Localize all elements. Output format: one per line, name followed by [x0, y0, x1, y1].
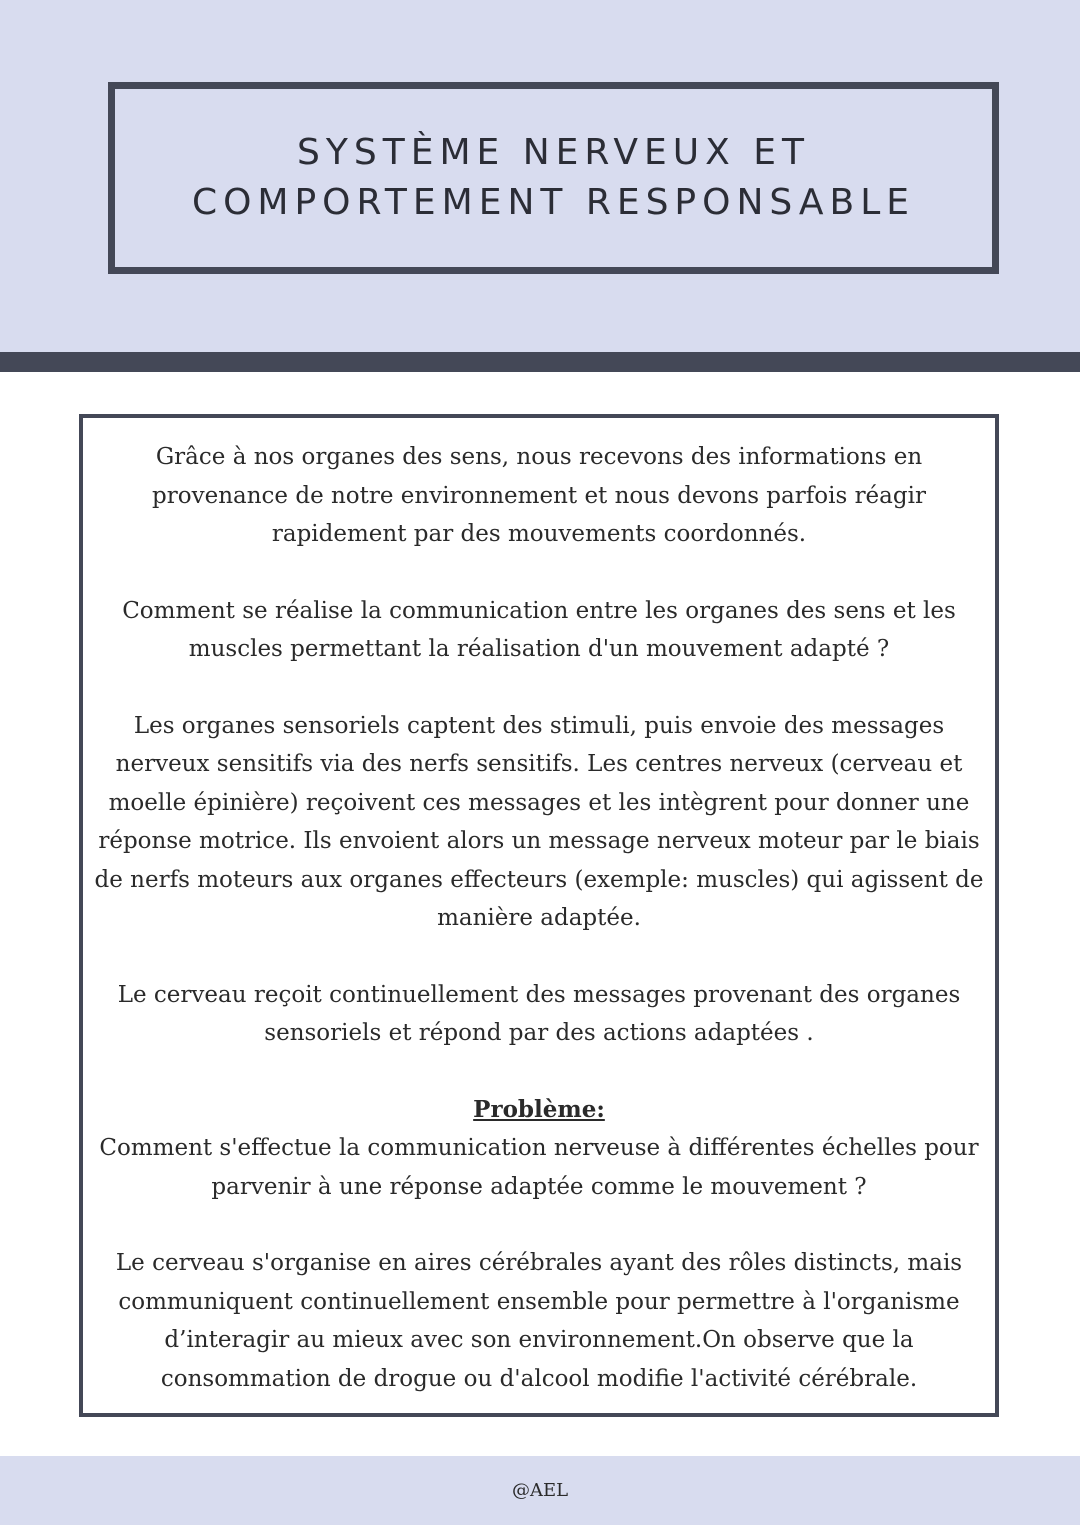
conclusion-paragraph: Le cerveau s'organise en aires cérébrales ayant des rôles distincts, mais communiquent continuellement ensemble pour permettre à l'organisme d’interagir au mieux avec son environnement.On observe que la consommation de drogue ou d'alcool modifie l'activité cérébrale.: [115, 1250, 963, 1392]
header-divider-stripe: [0, 352, 1080, 372]
page-title-line-2: COMPORTEMENT RESPONSABLE: [191, 182, 916, 223]
content-box: [79, 414, 999, 1417]
title-box: [108, 82, 999, 274]
problem-block: [93, 1091, 985, 1207]
problem-heading: Problème:: [473, 1095, 605, 1123]
footer-credit: @AEL: [511, 1480, 569, 1501]
footer-band: [0, 1456, 1080, 1525]
intro-paragraph: Grâce à nos organes des sens, nous recevons des informations en provenance de notre environnement et nous devons parfois réagir rapidement par des mouvements coordonnés.: [152, 444, 926, 547]
page-title-line-1: SYSTÈME NERVEUX ET: [297, 132, 810, 173]
explanation-paragraph: Les organes sensoriels captent des stimuli, puis envoie des messages nerveux sensitifs via des nerfs sensitifs. Les centres nerveux (cerveau et moelle épinière) reçoivent ces messages et les intègrent pour donner une réponse motrice. Ils envoient alors un message nerveux moteur par le biais de nerfs moteurs aux organes effecteurs (exemple: muscles) qui agissent de manière adaptée.: [94, 712, 984, 931]
problem-text: Comment s'effectue la communication nerveuse à différentes échelles pour parvenir à une réponse adaptée comme le mouvement ?: [99, 1135, 979, 1200]
question-paragraph: Comment se réalise la communication entre les organes des sens et les muscles permettant la réalisation d'un mouvement adapté ?: [122, 597, 956, 662]
brain-paragraph: Le cerveau reçoit continuellement des messages provenant des organes sensoriels et répond par des actions adaptées .: [117, 981, 961, 1046]
